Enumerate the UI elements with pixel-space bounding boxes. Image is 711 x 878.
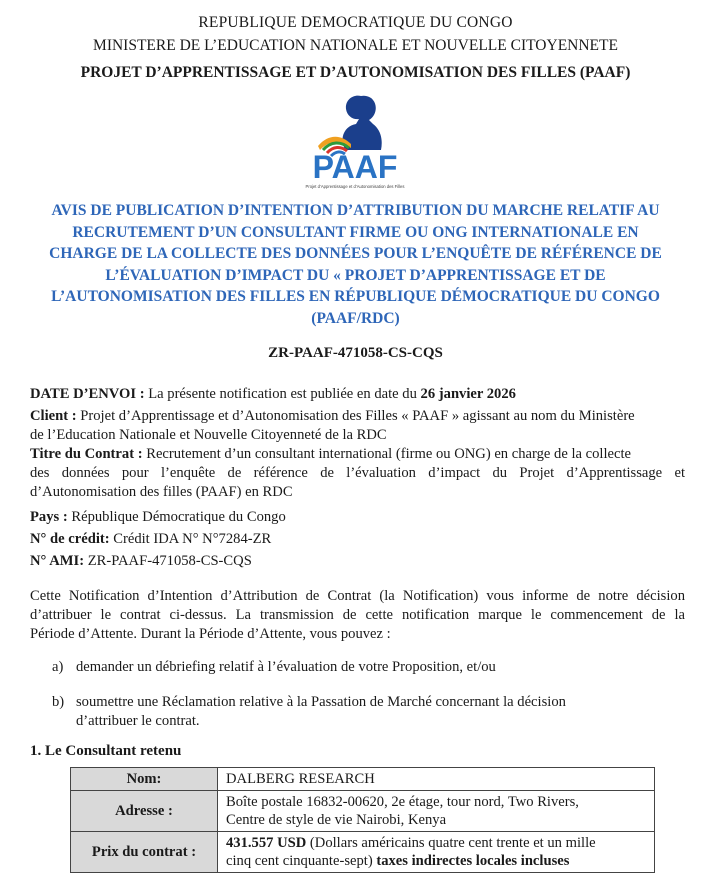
consultant-table [70,767,655,873]
table-row [71,768,655,791]
ministry-heading: MINISTERE DE L’EDUCATION NATIONALE ET NOUVELLE CITOYENNETE [93,37,618,54]
table-label: Prix du contrat : [71,832,218,873]
credit-field: N° de crédit: Crédit IDA N° N°7284-ZR [30,531,272,547]
notice-title [40,200,671,329]
notice-line: L’ÉVALUATION D’IMPACT DU « PROJET D’APPRENTISSAGE ET DE [105,266,606,284]
notice-line: RECRUTEMENT D’UN CONSULTANT FIRME OU ONG INTERNATIONALE EN [72,223,639,241]
table-label: Adresse : [71,791,218,832]
ami-field: N° AMI: ZR-PAAF-471058-CS-CQS [30,553,252,569]
notice-line: (PAAF/RDC) [311,309,400,327]
notice-line: L’AUTONOMISATION DES FILLES EN RÉPUBLIQUE DÉMOCRATIQUE DU CONGO [51,288,660,305]
list-marker: b) [52,694,65,710]
table-value: Boîte postale 16832-00620, 2e étage, tour nord, Two Rivers, Centre de style de vie Nairobi, Kenya [218,791,655,832]
contract-title-field: Titre du Contrat : Recrutement d’un consultant international (firme ou ONG) en charge de la collecte des données pour l’enquête de référence de l’évaluation d’impact du Projet d’Apprentissage et d’Autonomisation des filles (PAAF) en RDC [30,446,685,500]
section-heading: 1. Le Consultant retenu [30,743,182,759]
client-field: Client : Projet d’Apprentissage et d’Autonomisation des Filles « PAAF » agissant au nom du Ministère de l’Education Nationale et Nouvelle Citoyenneté de la RDC [30,408,635,443]
list-marker: a) [52,659,64,675]
project-heading: PROJET D’APPRENTISSAGE ET D’AUTONOMISATION DES FILLES (PAAF) [80,64,631,81]
list-item: b) soumettre une Réclamation relative à la Passation de Marché concernant la décision d’attribuer le contrat. [52,694,566,729]
date-field: DATE D’ENVOI : La présente notification est publiée en date du 26 janvier 2026 [30,386,516,402]
notice-line: AVIS DE PUBLICATION D’INTENTION D’ATTRIBUTION DU MARCHE RELATIF AU [51,202,660,219]
reference-number: ZR-PAAF-471058-CS-CQS [268,345,443,361]
logo-tagline: Projet d’Apprentissage et d’Autonomisation des Filles [305,184,405,189]
date-label: DATE D’ENVOI : [30,386,145,402]
country-field: Pays : République Démocratique du Congo [30,509,286,525]
logo-wordmark: PAAF [312,149,398,185]
table-label: Nom: [71,768,218,791]
list-item: a) demander un débriefing relatif à l’évaluation de votre Proposition, et/ou [52,659,496,675]
notice-line: CHARGE DE LA COLLECTE DES DONNÉES POUR L’ENQUÊTE DE RÉFÉRENCE DE [49,245,662,262]
client-label: Client : [30,408,77,424]
table-row [71,832,655,873]
country-heading: REPUBLIQUE DEMOCRATIQUE DU CONGO [198,14,513,31]
paaf-logo [283,86,428,194]
contract-title-label: Titre du Contrat : [30,446,143,462]
table-value: DALBERG RESEARCH [218,768,655,791]
girl-with-book-logo-icon [283,86,428,194]
intro-paragraph: Cette Notification d’Intention d’Attribution de Contrat (la Notification) vous informe de notre décision d’attribuer le contrat ci-dessus. La transmission de cette notification marque le commencement de la Période d’Attente. Durant la Période d’Attente, vous pouvez : [30,588,685,642]
table-value: 431.557 USD (Dollars américains quatre cent trente et un mille cinq cent cinquante-sept) taxes indirectes locales incluses [218,832,655,873]
table-row [71,791,655,832]
date-value: 26 janvier 2026 [420,386,516,402]
